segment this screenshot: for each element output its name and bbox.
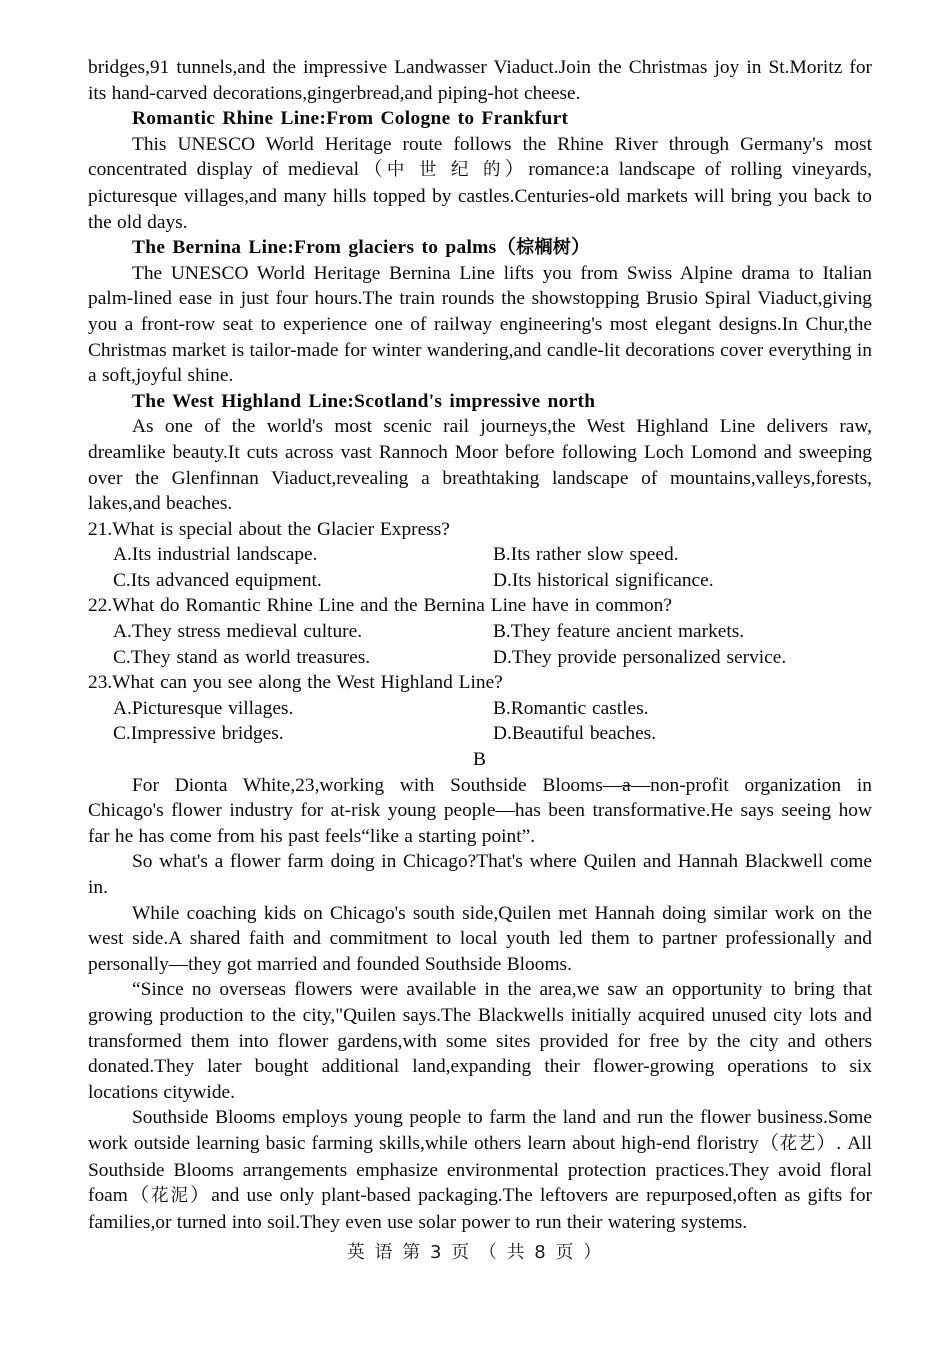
question-23-stem (88, 670, 872, 696)
paragraph-text-part2: romance:a landscape of rolling vineyards, picturesque villages,and many hills topped by castles.Centuries-old markets will bring you back to the old days. (88, 159, 873, 233)
question-22-stem (88, 593, 872, 619)
subheading-west-highland-line (88, 389, 872, 415)
question-text: What do Romantic Rhine Line and the Bernina Line have in common? (112, 595, 672, 617)
option-22-b[interactable]: B.They feature ancient markets. (493, 621, 745, 643)
question-22-options-row-1 (88, 619, 872, 645)
chinese-gloss-floral-foam: 花泥 (151, 1186, 190, 1207)
option-23-b[interactable]: B.Romantic castles. (493, 697, 649, 719)
option-23-d[interactable]: D.Beautiful beaches. (493, 723, 657, 745)
paren-close: ） (816, 1132, 837, 1154)
question-21-options-row-2 (88, 568, 872, 594)
paragraph-text-part1: This UNESCO World Heritage route follows the Rhine River through Germany's most concentrated display of medieval (88, 133, 872, 181)
continued-paragraph: bridges,91 tunnels,and the impressive Landwasser Viaduct.Join the Christmas joy in St.Moritz for its hand-carved decorations,gingerbread,and piping-hot cheese. (88, 57, 872, 104)
paragraph-text-part3: and use only plant-based packaging.The leftovers are repurposed,often as gifts for families,or turned into soil.They even use solar power to run their watering systems. (88, 1185, 873, 1233)
section-b-paragraph-3: While coaching kids on Chicago's south side,Quilen met Hannah doing similar work on the west side.A shared faith and commitment to local youth led them to partner professionally and personally—they got married and founded Southside Blooms. (88, 902, 872, 975)
paren-close: ） (504, 159, 529, 181)
chinese-gloss-floristry: 花艺 (779, 1133, 817, 1154)
paragraph-romantic-rhine-line (88, 132, 872, 235)
option-21-a[interactable]: A.Its industrial landscape. (113, 544, 318, 566)
paren-open: （ (359, 159, 387, 181)
question-22-options-row-2 (88, 645, 872, 671)
question-number: 22. (88, 595, 113, 617)
paragraph-text-part2: . All Southside Blooms arrangements emphasize environmental protection practices.They avoid floral foam (88, 1132, 873, 1207)
question-21-stem (88, 517, 872, 543)
subheading-text: The Bernina Line:From glaciers to palms (132, 237, 497, 259)
option-21-b[interactable]: B.Its rather slow speed. (493, 544, 679, 566)
subheading-text: The West Highland Line:Scotland's impressive north (132, 390, 596, 412)
option-22-c[interactable]: C.They stand as world treasures. (113, 646, 371, 668)
paren-open: （ (758, 1132, 780, 1154)
option-23-a[interactable]: A.Picturesque villages. (113, 697, 294, 719)
paragraph-text-part1: Southside Blooms employs young people to farm the land and run the flower business.Some work outside learning basic farming skills,while others learn about high-end floristry (88, 1107, 872, 1154)
paragraph-west-highland-line: As one of the world's most scenic rail journeys,the West Highland Line delivers raw, dreamlike beauty.It cuts across vast Rannoch Moor before following Loch Lomond and sweeping over the Glenfinnan Viaduct,revealing a breathtaking landscape of mountains,valleys,forests, lakes,and beaches. (88, 416, 872, 515)
question-23-options-row-1 (88, 696, 872, 722)
paragraph-text-part2: —non-profit organization in Chicago's flower industry for at-risk young people—has been transformative.He says seeing how far he has come from his past feels“like a starting point”. (88, 774, 873, 847)
subheading-bernina-line (88, 235, 872, 261)
subheading-text: Romantic Rhine Line:From Cologne to Frankfurt (132, 108, 569, 130)
subheading-romantic-rhine-line (88, 106, 872, 132)
paragraph-text-part1: For Dionta White,23,working with Southside Blooms— (132, 774, 623, 796)
option-23-c[interactable]: C.Impressive bridges. (113, 723, 284, 745)
paragraph-bernina-line: The UNESCO World Heritage Bernina Line lifts you from Swiss Alpine drama to Italian palm-lined ease in just four hours.The train rounds the showstopping Brusio Spiral Viaduct,giving you a front-row seat to experience one of railway engineering's most elegant designs.In Chur,the Christmas market is tailor-made for winter wandering,and candle-lit decorations cover everything in a soft,joyful shine. (88, 262, 872, 387)
option-22-a[interactable]: A.They stress medieval culture. (113, 621, 363, 643)
page-footer-text: 英 语 第 3 页 （ 共 8 页 ） (346, 1242, 604, 1263)
section-marker-b: B (473, 749, 486, 771)
option-22-d[interactable]: D.They provide personalized service. (493, 646, 787, 668)
paren-open: （ (127, 1185, 152, 1207)
section-b-paragraph-1 (88, 773, 872, 850)
question-number: 23. (88, 672, 113, 694)
section-b-paragraph-4: “Since no overseas flowers were available in the area,we saw an opportunity to bring that growing production to the city,"Quilen says.The Blackwells initially acquired unused city lots and transformed them into flower gardens,with some sites provided for free by the city and others donated.They later bought additional land,expanding their flower-growing operations to six locations citywide. (88, 979, 872, 1103)
paren-open: （ (496, 237, 517, 259)
paren-close: ） (571, 237, 591, 259)
struck-article: a (622, 774, 631, 796)
page-footer (0, 1238, 950, 1264)
question-text: What can you see along the West Highland Line? (112, 672, 503, 694)
page-content (88, 55, 872, 1235)
question-text: What is special about the Glacier Express? (112, 518, 450, 540)
question-21-options-row-1 (88, 542, 872, 568)
paren-close: ） (189, 1185, 212, 1207)
chinese-gloss-palms: 棕榈树 (516, 237, 572, 259)
chinese-gloss-medieval: 中 世 纪 的 (386, 160, 505, 181)
question-number: 21. (88, 518, 113, 540)
question-23-options-row-2 (88, 721, 872, 747)
section-b-paragraph-2: So what's a flower farm doing in Chicago?That's where Quilen and Hannah Blackwell come in. (88, 851, 872, 898)
option-21-d[interactable]: D.Its historical significance. (493, 569, 714, 591)
option-21-c[interactable]: C.Its advanced equipment. (113, 569, 322, 591)
section-b-paragraph-5 (88, 1105, 872, 1235)
